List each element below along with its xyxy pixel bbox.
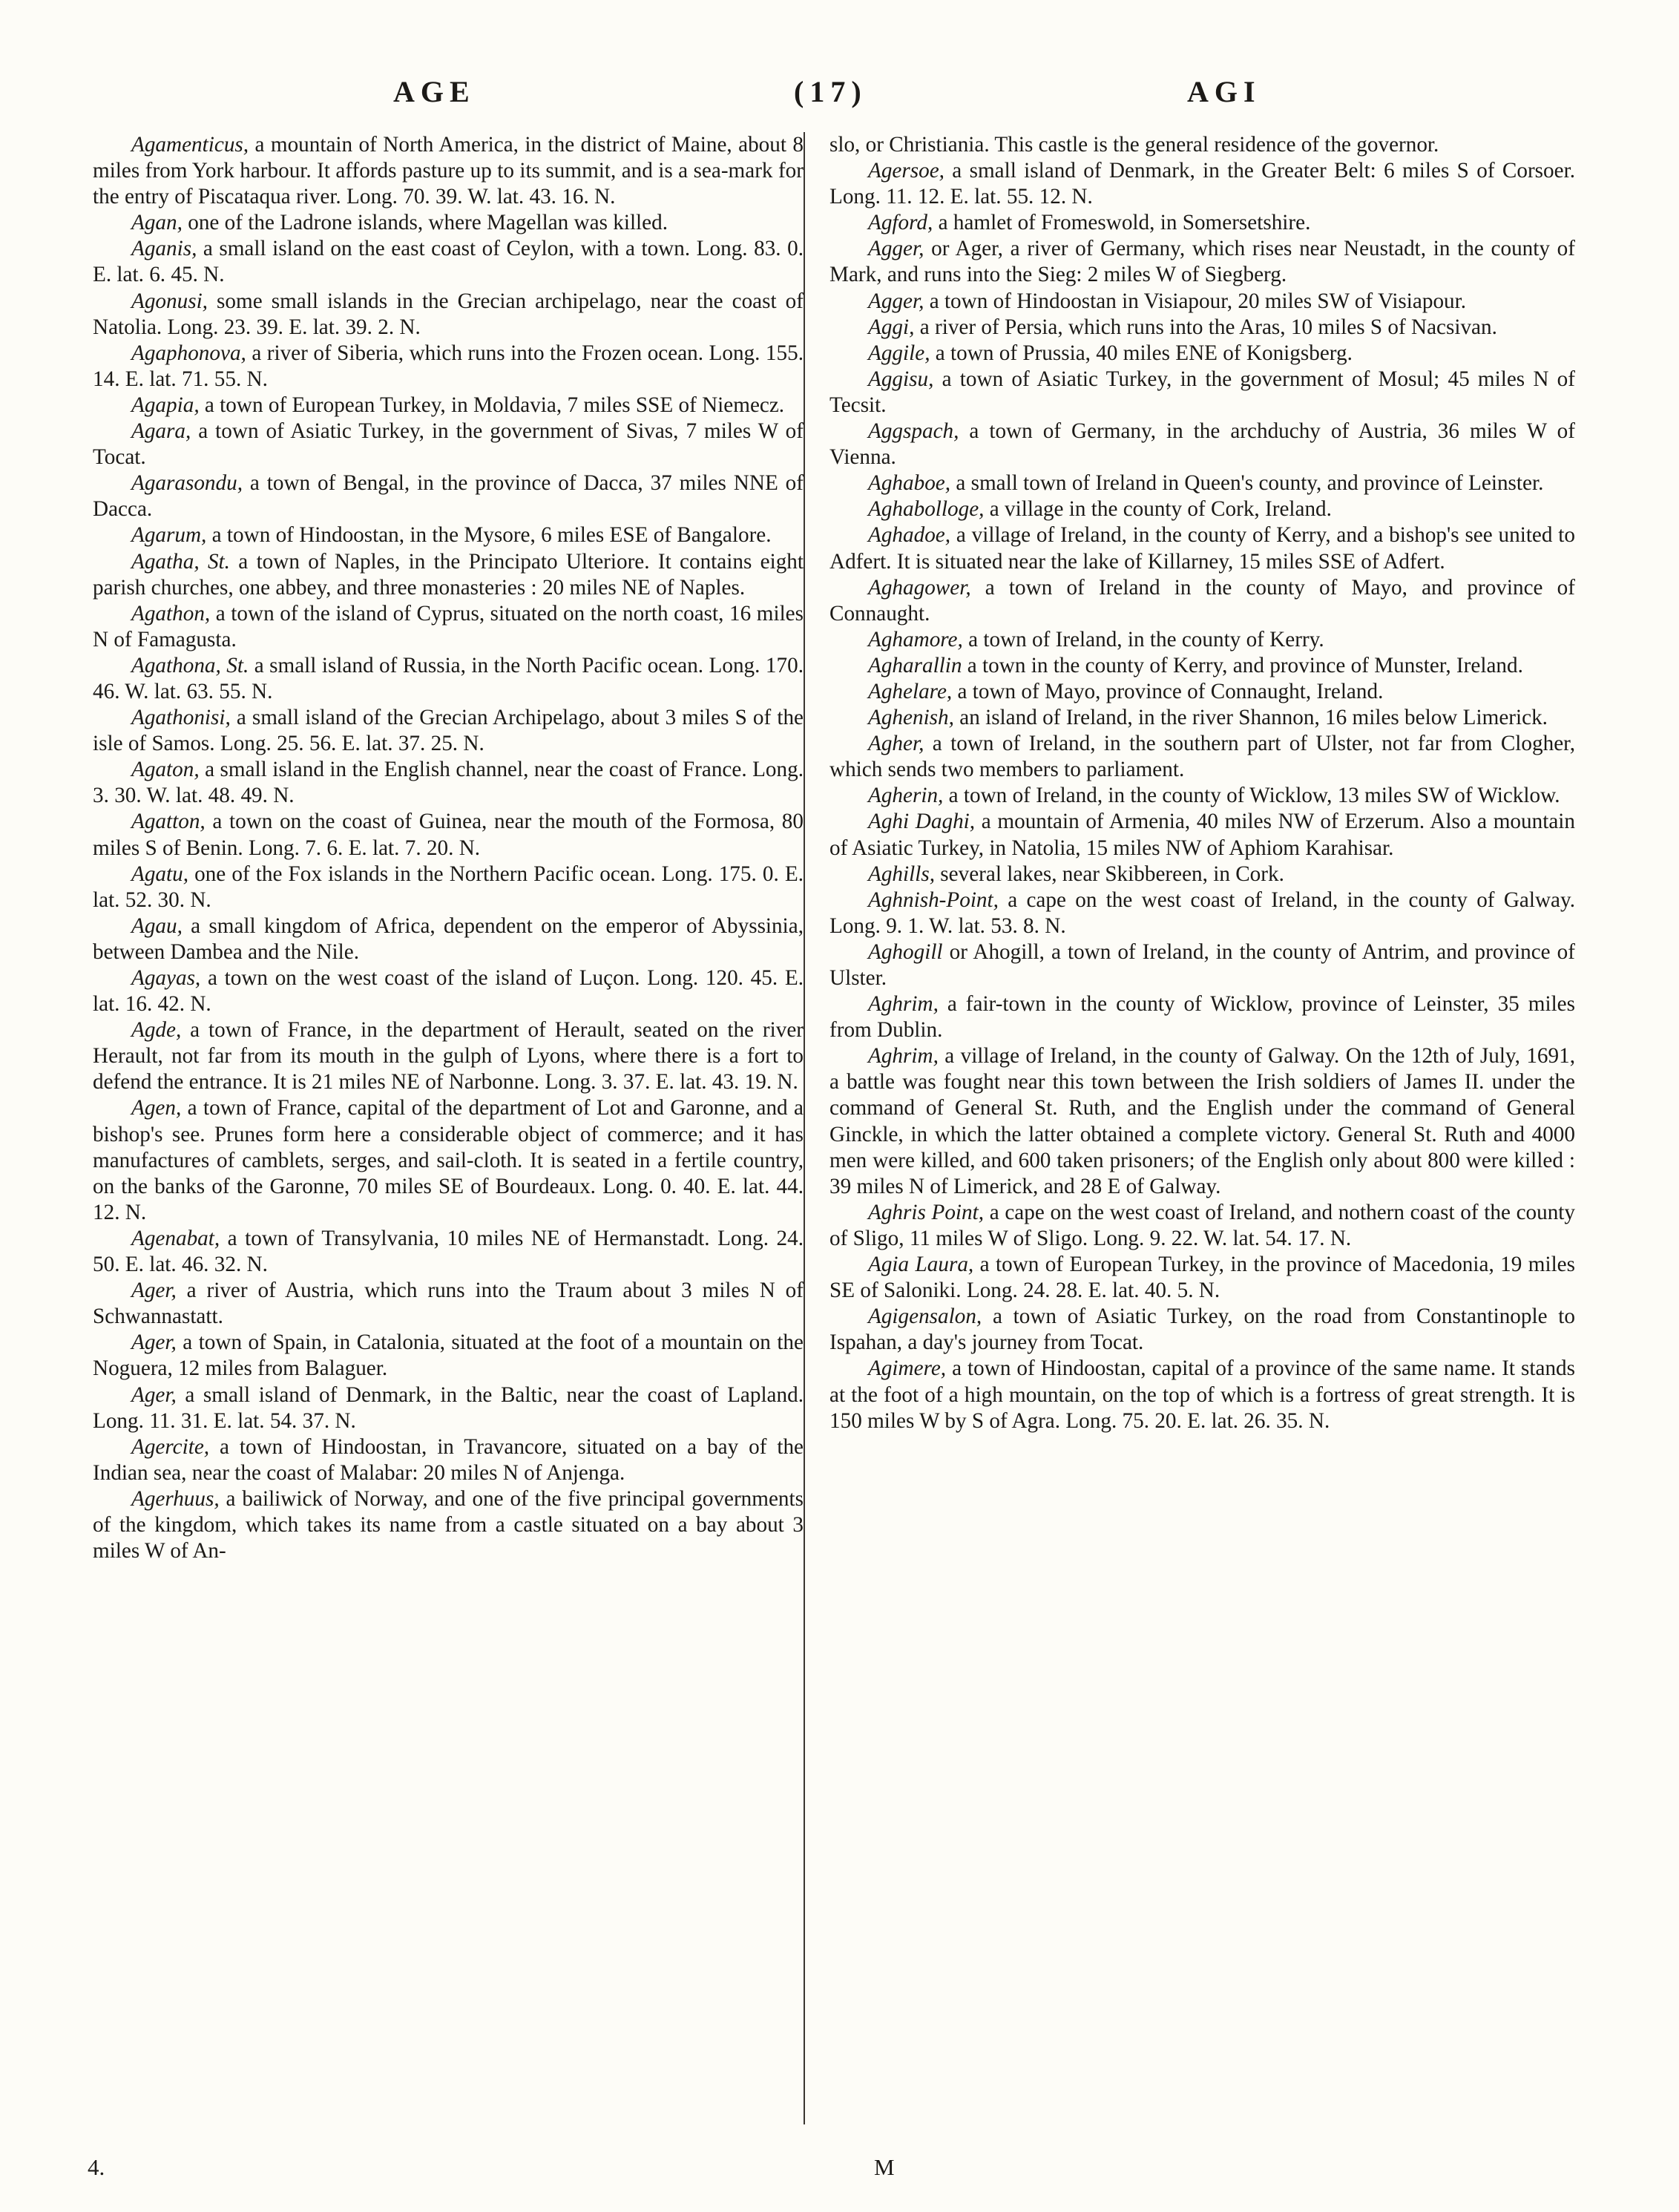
entry-term: Agan,	[131, 211, 183, 235]
entry-text: a bailiwick of Norway, and one of the five principal governments of the kingdom, which takes its name from a castle situated on a bay about 3 miles W of An-	[93, 1486, 804, 1563]
entry-term: Agamenticus,	[131, 133, 249, 157]
gazetteer-entry	[93, 705, 804, 757]
entry-term: Agger,	[868, 289, 924, 313]
entry-term: Ager,	[131, 1382, 177, 1407]
gazetteer-entry	[829, 887, 1575, 939]
entry-term: Aghaboe,	[868, 471, 951, 496]
signature-mark-right: M	[874, 2154, 896, 2180]
header-right-guide: AGI	[1187, 75, 1261, 108]
gazetteer-entry	[829, 496, 1575, 522]
gazetteer-entry	[93, 341, 804, 393]
gazetteer-entry	[829, 1200, 1575, 1252]
gazetteer-entry	[93, 757, 804, 809]
gazetteer-entry	[829, 341, 1575, 367]
gazetteer-entry	[93, 1486, 804, 1564]
entry-text: a small island in the English channel, near the coast of France. Long. 3. 30. W. lat. 48. 49. N.	[93, 758, 804, 808]
gazetteer-entry	[829, 939, 1575, 991]
entry-term: Aganis,	[131, 237, 197, 261]
entry-term: Aghogill	[868, 939, 943, 964]
entry-text: a small island of Denmark, in the Greater Belt: 6 miles S of Corsoer. Long. 11. 12. E. lat. 55. 12. N.	[829, 159, 1575, 209]
entry-text: a town of Ireland, in the county of Wicklow, 13 miles SW of Wicklow.	[943, 784, 1560, 808]
entry-text: a village in the county of Cork, Ireland.	[984, 497, 1332, 522]
entry-text: a small kingdom of Africa, dependent on the emperor of Abyssinia, between Dambea and the Nile.	[93, 913, 804, 964]
signature-mark-left: 4.	[88, 2154, 105, 2180]
entry-text: a small island on the east coast of Ceylon, with a town. Long. 83. 0. E. lat. 6. 45. N.	[93, 237, 804, 287]
gazetteer-entry	[93, 1226, 804, 1278]
entry-text: a town of France, in the department of Herault, seated on the river Herault, not far from its mouth in the gulph of Lyons, where there is a fort to defend the entrance. It is 21 miles NE of Narbonne. Long. 3. 37. E. lat. 43. 19. N.	[93, 1018, 804, 1094]
entry-text: or Ahogill, a town of Ireland, in the county of Antrim, and province of Ulster.	[829, 939, 1575, 990]
entry-text: a mountain of Armenia, 40 miles NW of Erzerum. Also a mountain of Asiatic Turkey, in Natolia, 15 miles NW of Aphiom Karahisar.	[829, 810, 1575, 860]
gazetteer-entry	[829, 731, 1575, 783]
entry-term: Aghamore,	[868, 627, 963, 652]
entry-text: a town on the coast of Guinea, near the mouth of the Formosa, 80 miles S of Benin. Long. 7. 6. E. lat. 7. 20. N.	[93, 810, 804, 860]
entry-term: Aghadoe,	[868, 523, 951, 548]
entry-term: Agatu,	[131, 862, 189, 886]
gazetteer-entry	[93, 549, 804, 601]
gazetteer-entry	[93, 1330, 804, 1382]
gazetteer-entry	[829, 1252, 1575, 1304]
gazetteer-entry	[829, 1304, 1575, 1356]
entry-text: a town in the county of Kerry, and province of Munster, Ireland.	[962, 653, 1523, 677]
gazetteer-entry	[829, 679, 1575, 705]
entry-term: Agherin,	[868, 784, 944, 808]
gazetteer-entry	[829, 158, 1575, 210]
gazetteer-entry	[93, 1017, 804, 1095]
entry-term: Agenabat,	[131, 1226, 220, 1250]
entry-term: Aghabolloge,	[868, 497, 985, 522]
entry-term: Agersoe,	[868, 159, 944, 183]
entry-text: a town of Ireland, in the county of Kerry.	[962, 627, 1324, 652]
gazetteer-entry	[829, 705, 1575, 731]
entry-text: a town of Asiatic Turkey, on the road from Constantinople to Ispahan, a day's journey from Tocat.	[829, 1304, 1575, 1355]
gazetteer-entry	[93, 470, 804, 522]
gazetteer-entry	[93, 862, 804, 913]
entry-term: Aghrim,	[868, 992, 939, 1017]
running-header	[96, 74, 1583, 119]
entry-term: Agathonisi,	[131, 706, 231, 730]
entry-text: a town of the island of Cyprus, situated on the north coast, 16 miles N of Famagusta.	[93, 601, 804, 652]
entry-term: Agathon,	[131, 601, 211, 626]
entry-text: a town of Spain, in Catalonia, situated at the foot of a mountain on the Noguera, 12 miles from Balaguer.	[93, 1330, 804, 1381]
gazetteer-entry	[829, 289, 1575, 315]
entry-text: some small islands in the Grecian archipelago, near the coast of Natolia. Long. 23. 39. E. lat. 39. 2. N.	[93, 289, 804, 339]
gazetteer-entry	[93, 236, 804, 288]
entry-term: Aggile,	[868, 341, 930, 365]
entry-text: slo, or Christiania. This castle is the general residence of the governor.	[829, 133, 1439, 157]
entry-text: a small island of the Grecian Archipelago, about 3 miles S of the isle of Samos. Long. 25. 56. E. lat. 37. 25. N.	[93, 706, 804, 756]
entry-text: a town of France, capital of the department of Lot and Garonne, and a bishop's see. Prunes form here a considerable object of commerce; and it has manufactures of camblets, serges, and sail-cloth. It is seated in a fertile country, on the banks of the Garonne, 70 miles SE of Bourdeaux. Long. 0. 40. E. lat. 44. 12. N.	[93, 1096, 804, 1224]
left-column	[93, 132, 804, 1564]
entry-term: Agercite,	[131, 1434, 210, 1459]
entry-text: a river of Siberia, which runs into the Frozen ocean. Long. 155. 14. E. lat. 71. 55. N.	[93, 341, 804, 391]
gazetteer-entry	[93, 965, 804, 1017]
gazetteer-entry	[829, 367, 1575, 419]
entry-text: a town of Hindoostan, capital of a province of the same name. It stands at the foot of a high mountain, on the top of which is a fortress of great strength. It is 150 miles W by S of Agra. Long. 75. 20. E. lat. 26. 35. N.	[829, 1356, 1575, 1433]
entry-term: Agde,	[131, 1018, 182, 1043]
gazetteer-entry	[93, 809, 804, 861]
gazetteer-entry	[829, 470, 1575, 496]
entry-term: Ager,	[131, 1330, 177, 1355]
entry-term: Aggi,	[868, 315, 915, 339]
entry-text: a town of Hindoostan, in Travancore, situated on a bay of the Indian sea, near the coast of Malabar: 20 miles N of Anjenga.	[93, 1434, 804, 1485]
entry-text: one of the Fox islands in the Northern Pacific ocean. Long. 175. 0. E. lat. 52. 30. N.	[93, 862, 804, 912]
gazetteer-entry	[93, 210, 804, 236]
entry-text: several lakes, near Skibbereen, in Cork.	[935, 862, 1284, 886]
gazetteer-entry	[829, 419, 1575, 470]
entry-text: a hamlet of Fromeswold, in Somersetshire.	[933, 211, 1311, 235]
entry-text: a town on the west coast of the island of Luçon. Long. 120. 45. E. lat. 16. 42. N.	[93, 966, 804, 1017]
entry-text: a cape on the west coast of Ireland, in the county of Galway. Long. 9. 1. W. lat. 53. 8. N.	[829, 887, 1575, 938]
entry-term: Aghagower,	[868, 575, 971, 600]
entry-text: a fair-town in the county of Wicklow, province of Leinster, 35 miles from Dublin.	[829, 992, 1575, 1043]
entry-term: Agia Laura,	[868, 1253, 974, 1277]
entry-text: a cape on the west coast of Ireland, and nothern coast of the county of Sligo, 11 miles W of Sligo. Long. 9. 22. W. lat. 54. 17. N.	[829, 1200, 1576, 1250]
gazetteer-entry	[829, 575, 1575, 627]
entry-term: Aghenish,	[868, 706, 954, 730]
gazetteer-entry	[93, 1278, 804, 1330]
entry-term: Aggisu,	[868, 367, 934, 391]
entry-term: Agimere,	[868, 1356, 947, 1381]
entry-term: Ager,	[131, 1279, 177, 1303]
entry-text: a small town of Ireland in Queen's county, and province of Leinster.	[950, 471, 1544, 496]
entry-text: a town of Transylvania, 10 miles NE of Hermanstadt. Long. 24. 50. E. lat. 46. 32. N.	[93, 1226, 804, 1277]
gazetteer-entry	[93, 1095, 804, 1225]
gazetteer-entry	[93, 419, 804, 470]
entry-text: a small island of Denmark, in the Baltic, near the coast of Lapland. Long. 11. 31. E. lat. 54. 37. N.	[93, 1382, 804, 1433]
entry-text: a town of Mayo, province of Connaught, Ireland.	[952, 679, 1384, 703]
entry-text: a town of Bengal, in the province of Dacca, 37 miles NNE of Dacca.	[93, 471, 804, 522]
gazetteer-entry	[93, 1382, 804, 1434]
entry-term: Agerhuus,	[131, 1486, 220, 1511]
entry-text: a river of Austria, which runs into the Traum about 3 miles N of Schwannastatt.	[93, 1279, 804, 1329]
entry-term: Agapia,	[131, 393, 200, 417]
entry-term: Agher,	[868, 732, 924, 756]
gazetteer-entry	[829, 236, 1575, 288]
entry-text: or Ager, a river of Germany, which rises near Neustadt, in the county of Mark, and runs into the Sieg: 2 miles W of Siegberg.	[829, 237, 1575, 287]
entry-term: Agen,	[131, 1096, 182, 1120]
entry-text: a village of Ireland, in the county of Galway. On the 12th of July, 1691, a battle was fought near this town between the Irish soldiers of James II. under the command of General St. Ruth, and the English under the command of General Ginckle, in which the latter obtained a complete victory. General St. Ruth and 4000 men were killed, and 600 taken prisoners; of the English only about 800 were killed : 39 miles N of Limerick, and 28 E of Galway.	[829, 1044, 1575, 1198]
entry-text: a mountain of North America, in the district of Maine, about 8 miles from York harbour. It affords pasture up to its summit, and is a sea-mark for the entry of Piscataqua river. Long. 70. 39. W. lat. 43. 16. N.	[93, 133, 804, 209]
entry-text: a town of Hindoostan, in the Mysore, 6 miles ESE of Bangalore.	[206, 523, 772, 548]
entry-term: Aghris Point,	[868, 1200, 985, 1224]
page-number: (17)	[794, 75, 867, 108]
gazetteer-entry	[93, 653, 804, 705]
entry-term: Aghelare,	[868, 679, 953, 703]
entry-text: a town of European Turkey, in Moldavia, 7 miles SSE of Niemecz.	[199, 393, 785, 417]
entry-term: Aghi Daghi,	[868, 810, 976, 834]
entry-text: a town of Asiatic Turkey, in the government of Sivas, 7 miles W of Tocat.	[93, 419, 804, 470]
entry-term: Agharallin	[868, 653, 962, 677]
gazetteer-entry	[829, 783, 1575, 809]
entry-term: Agford,	[868, 211, 933, 235]
entry-term: Aghnish-Point,	[868, 887, 999, 912]
entry-term: Aghrim,	[868, 1044, 939, 1069]
entry-term: Agger,	[868, 237, 924, 261]
entry-text: an island of Ireland, in the river Shannon, 16 miles below Limerick.	[953, 706, 1548, 730]
gazetteer-entry	[93, 522, 804, 548]
entry-term: Agayas,	[131, 966, 201, 990]
entry-text: a small island of Russia, in the North Pacific ocean. Long. 170. 46. W. lat. 63. 55. N.	[93, 653, 804, 703]
gazetteer-entry	[93, 393, 804, 419]
entry-term: Agigensalon,	[868, 1304, 982, 1329]
gazetteer-entry	[93, 289, 804, 341]
entry-text: a village of Ireland, in the county of Kerry, and a bishop's see united to Adfert. It is situated near the lake of Killarney, 15 miles SSE of Adfert.	[829, 523, 1575, 574]
entry-text: a town of Prussia, 40 miles ENE of Konigsberg.	[930, 341, 1353, 365]
gazetteer-entry	[829, 653, 1575, 679]
entry-term: Agarasondu,	[131, 471, 243, 496]
entry-term: Aggspach,	[868, 419, 959, 444]
gazetteer-entry	[93, 132, 804, 210]
gazetteer-entry	[93, 601, 804, 653]
entry-term: Agau,	[131, 913, 183, 938]
gazetteer-entry	[829, 627, 1575, 653]
column-divider	[804, 132, 805, 2124]
gazetteer-entry	[93, 1434, 804, 1486]
entry-term: Agatha, St.	[131, 549, 230, 574]
entry-term: Agatton,	[131, 810, 206, 834]
entry-term: Aghills,	[868, 862, 935, 886]
entry-term: Agaphonova,	[131, 341, 246, 365]
entry-term: Agathona, St.	[131, 653, 249, 677]
gazetteer-entry	[829, 991, 1575, 1043]
entry-term: Agara,	[131, 419, 191, 444]
entry-text: a town of Ireland in the county of Mayo, and province of Connaught.	[829, 575, 1575, 626]
entry-text: a town of Ireland, in the southern part of Ulster, not far from Clogher, which sends two members to parliament.	[829, 732, 1575, 782]
gazetteer-entry	[93, 913, 804, 965]
header-left-guide: AGE	[393, 75, 476, 108]
entry-text: a town of Germany, in the archduchy of Austria, 36 miles W of Vienna.	[829, 419, 1575, 470]
gazetteer-entry	[829, 1356, 1575, 1434]
entry-text: one of the Ladrone islands, where Magellan was killed.	[182, 211, 668, 235]
gazetteer-entry	[829, 315, 1575, 341]
right-column	[829, 132, 1575, 1434]
entry-term: Agonusi,	[131, 289, 208, 313]
gazetteer-entry	[829, 210, 1575, 236]
entry-text: a town of Naples, in the Principato Ulteriore. It contains eight parish churches, one abbey, and three monasteries : 20 miles NE of Naples.	[93, 549, 804, 600]
entry-term: Agaton,	[131, 758, 200, 782]
gazetteer-entry	[829, 1043, 1575, 1200]
gazetteer-entry	[829, 522, 1575, 574]
entry-text: a town of Asiatic Turkey, in the government of Mosul; 45 miles N of Tecsit.	[829, 367, 1575, 417]
entry-text: a town of Hindoostan in Visiapour, 20 miles SW of Visiapour.	[924, 289, 1467, 313]
entry-text: a town of European Turkey, in the province of Macedonia, 19 miles SE of Saloniki. Long. 24. 28. E. lat. 40. 5. N.	[829, 1253, 1575, 1303]
gazetteer-entry	[829, 809, 1575, 861]
gazetteer-entry	[829, 862, 1575, 887]
gazetteer-entry	[829, 132, 1575, 158]
entry-text: a river of Persia, which runs into the Aras, 10 miles S of Nacsivan.	[914, 315, 1497, 339]
entry-term: Agarum,	[131, 523, 207, 548]
